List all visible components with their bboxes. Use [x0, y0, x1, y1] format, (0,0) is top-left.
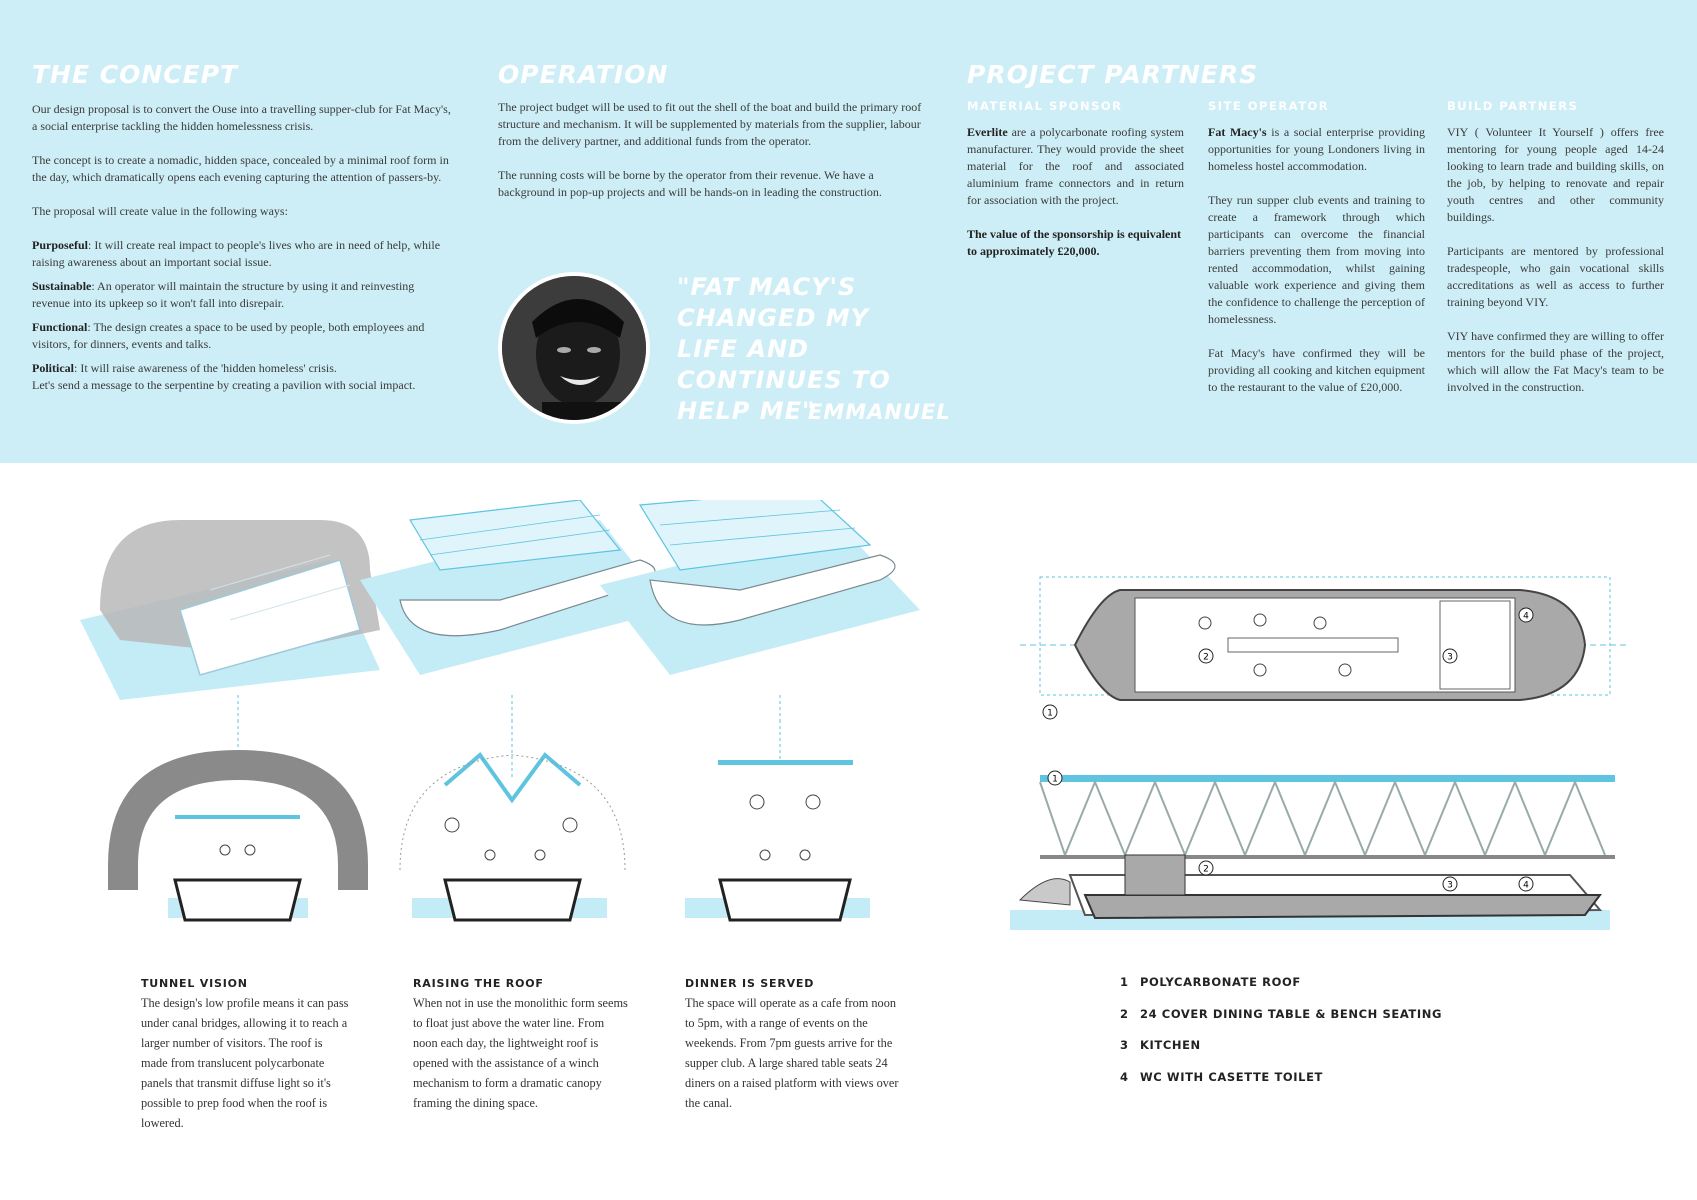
svg-text:2: 2 — [1203, 652, 1209, 663]
operation-title: OPERATION — [498, 60, 669, 89]
stage-text: When not in use the monolithic form seems to float just above the water line. From noon each day, the lightweight roof is opened with the assistance of a winch mechanism to form a dramatic canopy framing the dining space. — [413, 996, 628, 1110]
iso-dinner-view — [600, 500, 920, 675]
portrait-photo — [498, 272, 650, 424]
section-views — [100, 720, 870, 930]
svg-text:1: 1 — [1052, 774, 1058, 785]
material-sponsor-body: Everlite are a polycarbonate roofing system manufacturer. They would provide the sheet material for the roof and associated aluminium frame connectors and in return for association with the project. The value of the sponsorship is equivalent to approximately £20,000. — [967, 125, 1184, 258]
stage-title: DINNER IS SERVED — [685, 977, 815, 990]
svg-text:4: 4 — [1523, 611, 1529, 622]
marker-4-section — [1516, 874, 1546, 894]
site-operator-heading: SITE OPERATOR — [1208, 99, 1330, 113]
concept-paragraph: The concept is to create a nomadic, hidden space, concealed by a minimal roof form in the day, which dramatically opens each evening capturing the attention of passers-by. — [32, 153, 449, 184]
operation-paragraph: The project budget will be used to fit out the shell of the boat and build the primary roof structure and mechanism. It will be supplemented by materials from the supplier, labour from the delivery partner, and additional funds from the operator. — [498, 100, 922, 148]
boat-section — [1010, 770, 1640, 930]
value-item: Functional: The design creates a space to be used by people, both employees and visitors, for dinners, events and talks. — [32, 320, 425, 351]
value-item: Sustainable: An operator will maintain the structure by using it and reinvesting revenue into its upkeep so it won't fall into disrepair. — [32, 279, 415, 310]
legend-item: 2 24 COVER DINING TABLE & BENCH SEATING — [1120, 1006, 1443, 1021]
stage-text: The space will operate as a cafe from noon to 5pm, with a range of events on the weekends. From 7pm guests arrive for the supper club. A large shared table seats 24 diners on a raised platform with views over the canal. — [685, 996, 899, 1110]
svg-text:3: 3 — [1447, 652, 1453, 663]
section-tunnel — [108, 720, 368, 920]
legend-item: 1 POLYCARBONATE ROOF — [1120, 975, 1301, 989]
concept-paragraph: Our design proposal is to convert the Ouse into a travelling supper-club for Fat Macy's, a social enterprise tackling the hidden homelessness crisis. — [32, 102, 451, 133]
portrait-image — [502, 276, 646, 420]
svg-text:2: 2 — [1203, 864, 1209, 875]
svg-text:3: 3 — [1447, 880, 1453, 891]
operation-paragraph: The running costs will be borne by the operator from their revenue. We have a background in pop-up projects and will be hands-on in leading the construction. — [498, 168, 882, 199]
quote-text: "FAT MACY'S CHANGED MY LIFE AND CONTINUES TO HELP ME" — [677, 273, 891, 425]
marker-3-plan — [1440, 646, 1470, 666]
section-dinner — [685, 720, 870, 920]
legend-item: 4 WC WITH CASETTE TOILET — [1120, 1069, 1323, 1084]
section-raising — [400, 720, 625, 920]
marker-4-plan — [1516, 605, 1546, 625]
concept-title: THE CONCEPT — [32, 60, 239, 89]
partners-title: PROJECT PARTNERS — [967, 60, 1259, 89]
value-item: Purposeful: It will create real impact to people's lives who are in need of help, while raising awareness about an important social issue. — [32, 238, 441, 269]
material-sponsor-heading: MATERIAL SPONSOR — [967, 99, 1123, 113]
operation-body — [498, 99, 922, 218]
boat-plan — [1020, 565, 1640, 725]
build-partners-heading: BUILD PARTNERS — [1447, 99, 1579, 113]
value-item: Political: It will raise awareness of the 'hidden homeless' crisis. — [32, 361, 337, 375]
site-operator-body: Fat Macy's is a social enterprise providing opportunities for young Londoners living in homeless hostel accommodation. They run supper club events and training to create a framework through which participants can overcome the financial barriers preventing them from moving into rented accommodation, whilst gaining valuable work experience and giving them the confidence to challenge the perception of homelessness. Fat Macy's have confirmed they will be providing all cooking and kitchen equipment to the restaurant to the value of £20,000. — [1208, 125, 1426, 394]
marker-1-plan — [1040, 702, 1070, 722]
build-partners-body: VIY ( Volunteer It Yourself ) offers free mentoring for young people aged 14-24 looking to learn trade and building skills, on the job, by helping to renovate and repair youth centres and other community buildings. Participants are mentored by professional tradespeople, who gain vocational skills accreditations as well as access to further training beyond VIY. VIY have confirmed they are willing to offer mentors for the build phase of the project, which will allow the Fat Macy's team to be involved in the construction. — [1447, 125, 1664, 394]
stage-title: TUNNEL VISION — [141, 977, 248, 990]
stage-text: The design's low profile means it can pass under canal bridges, allowing it to reach a larger number of visitors. The roof is made from translucent polycarbonate panels that transmit diffuse light so it's possible to prep food when the roof is lowered. — [141, 996, 349, 1130]
marker-2-section — [1196, 858, 1226, 878]
marker-3-section — [1440, 874, 1470, 894]
marker-1-section — [1045, 768, 1075, 788]
quote-author: EMMANUEL — [808, 400, 951, 424]
isometric-views — [80, 500, 950, 720]
concept-closing: Let's send a message to the serpentine by creating a pavilion with social impact. — [32, 378, 416, 392]
svg-text:4: 4 — [1523, 880, 1529, 891]
concept-paragraph: The proposal will create value in the following ways: — [32, 204, 288, 218]
legend-item: 3 KITCHEN — [1120, 1038, 1201, 1052]
stage-title: RAISING THE ROOF — [413, 977, 544, 990]
concept-body — [32, 101, 454, 411]
svg-text:1: 1 — [1047, 708, 1053, 719]
iso-tunnel-view — [80, 520, 380, 700]
marker-2-plan — [1196, 646, 1226, 666]
diagram-legend — [1120, 975, 1442, 1101]
